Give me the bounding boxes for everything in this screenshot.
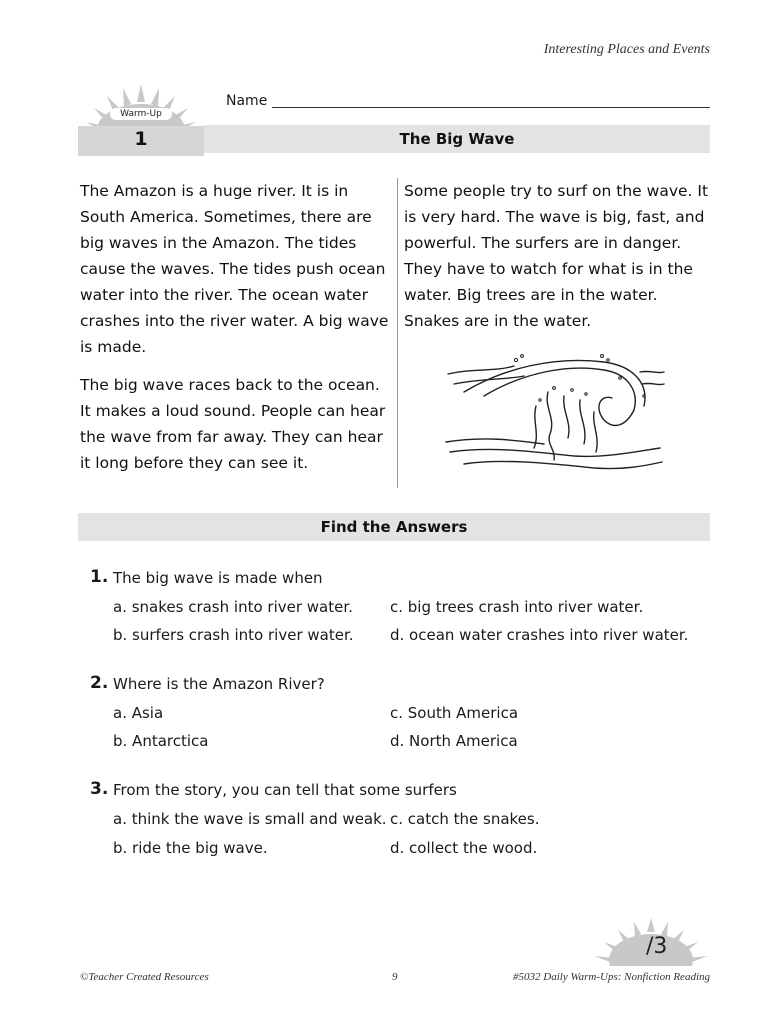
answer-option[interactable]: a. snakes crash into river water. bbox=[113, 598, 353, 616]
page-title: The Big Wave bbox=[399, 130, 515, 148]
story-paragraph: The Amazon is a huge river. It is in South America. Sometimes, there are big waves in the Amazon. The tides cause the waves. The tides push ocean water into the river. The ocean water crashes into the river water. A big wave is made. bbox=[80, 182, 389, 356]
name-field[interactable] bbox=[272, 107, 710, 108]
answer-option[interactable]: a. Asia bbox=[113, 704, 164, 722]
name-label: Name bbox=[226, 93, 268, 109]
question-stem: The big wave is made when bbox=[113, 569, 323, 587]
story-right-column bbox=[404, 178, 716, 334]
find-answers-bar bbox=[78, 513, 710, 541]
answer-option[interactable]: d. collect the wood. bbox=[390, 839, 538, 857]
answer-option[interactable]: d. North America bbox=[390, 732, 518, 750]
answer-option[interactable]: c. big trees crash into river water. bbox=[390, 598, 644, 616]
answer-option[interactable]: b. Antarctica bbox=[113, 732, 209, 750]
score-badge bbox=[590, 916, 712, 966]
warm-up-number: 1 bbox=[134, 128, 148, 150]
question-number: 3. bbox=[90, 779, 109, 799]
running-head: Interesting Places and Events bbox=[543, 42, 710, 57]
question-number: 2. bbox=[90, 673, 109, 693]
story-left-column bbox=[80, 178, 392, 476]
answer-option[interactable]: b. surfers crash into river water. bbox=[113, 626, 354, 644]
question-number: 1. bbox=[90, 567, 109, 587]
answer-option[interactable]: b. ride the big wave. bbox=[113, 839, 268, 857]
story-paragraph: The big wave races back to the ocean. It makes a loud sound. People can hear the wave from far away. They can hear it long before they can see it. bbox=[80, 376, 386, 472]
question-stem: From the story, you can tell that some surfers bbox=[113, 781, 457, 799]
answer-option[interactable]: d. ocean water crashes into river water. bbox=[390, 626, 689, 644]
footer-page-number: 9 bbox=[392, 971, 398, 983]
answer-option[interactable]: c. catch the snakes. bbox=[390, 810, 540, 828]
title-bar bbox=[204, 125, 710, 153]
warm-up-label: Warm-Up bbox=[110, 108, 172, 120]
footer-book-title: #5032 Daily Warm-Ups: Nonfiction Reading bbox=[513, 971, 710, 983]
warm-up-badge bbox=[78, 80, 204, 156]
score-total: /3 bbox=[646, 934, 668, 959]
column-divider bbox=[397, 178, 398, 488]
answer-option[interactable]: c. South America bbox=[390, 704, 519, 722]
story-paragraph: Some people try to surf on the wave. It is very hard. The wave is big, fast, and powerful. The surfers are in danger. They have to watch for what is in the water. Big trees are in the water. Snakes are in the water. bbox=[404, 182, 709, 330]
question-stem: Where is the Amazon River? bbox=[113, 675, 325, 693]
answer-option[interactable]: a. think the wave is small and weak. bbox=[113, 810, 387, 828]
footer-copyright: ©Teacher Created Resources bbox=[80, 971, 209, 983]
find-answers-heading: Find the Answers bbox=[320, 518, 468, 536]
wave-illustration bbox=[444, 348, 666, 478]
